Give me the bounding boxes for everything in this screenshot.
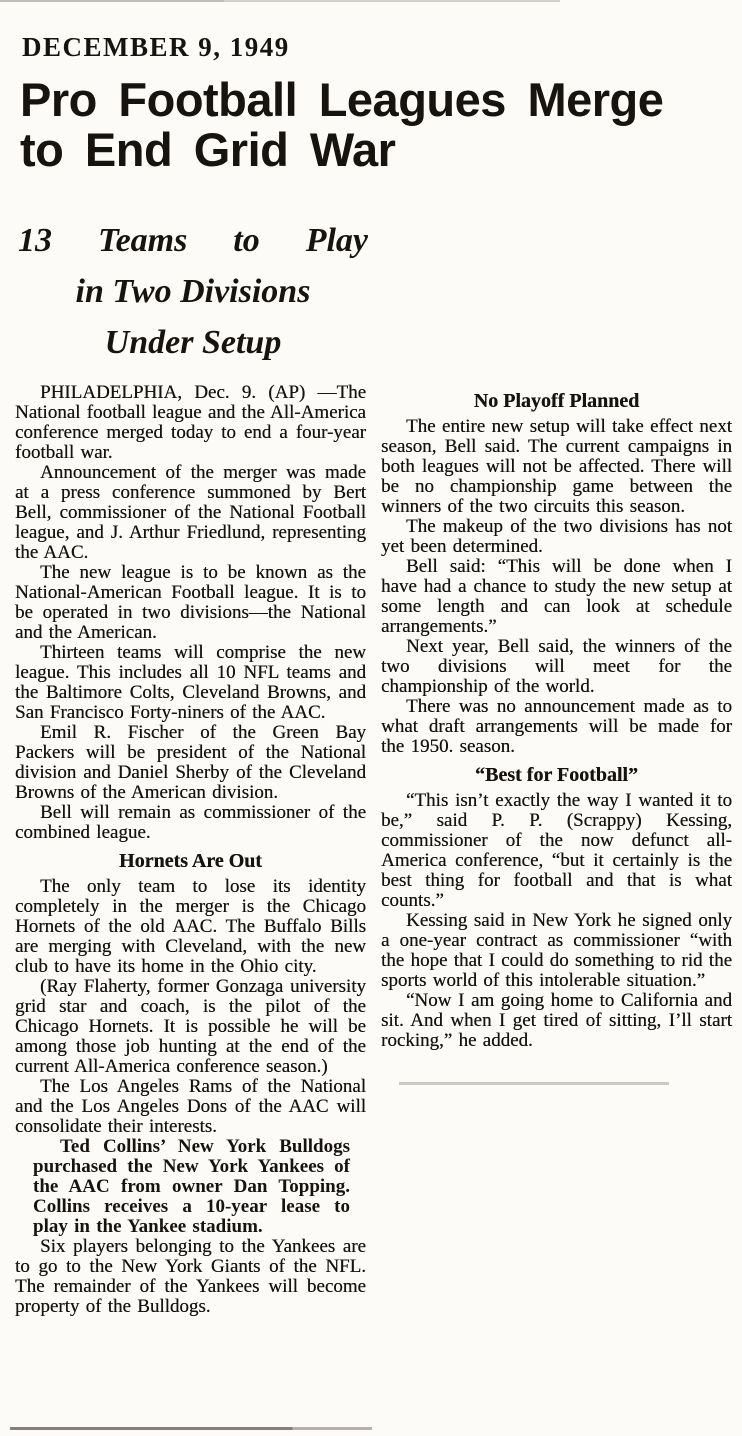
section-subhead: “Best for Football” <box>475 763 638 786</box>
section-subhead: No Playoff Planned <box>473 389 640 412</box>
masthead-date: DECEMBER 9, 1949 <box>22 32 290 62</box>
article-paragraph: Six players belonging to the Yankees are to go to the New York Giants of the NFL. The remainder of the Yankees will become property of the Bulldogs. <box>15 1235 366 1317</box>
subheadline-line-1: 13 Teams to Play <box>18 221 368 259</box>
article-body <box>15 383 730 1317</box>
article-paragraph: There was no announcement made as to what draft arrangements will be made for the 1950. season. <box>381 695 732 757</box>
article-column-right <box>381 383 732 1317</box>
article-paragraph: Ted Collins’ New York Bulldogs purchased the New York Yankees of the AAC from owner Dan Topping. Collins receives a 10-year lease to play in the Yankee stadium. <box>33 1135 350 1237</box>
article-paragraph: Thirteen teams will comprise the new league. This includes all 10 NFL teams and the Baltimore Colts, Cleveland Browns, and San Francisco Forty-niners of the AAC. <box>15 641 366 723</box>
article-paragraph: The Los Angeles Rams of the National and the Los Angeles Dons of the AAC will consolidate their interests. <box>15 1075 366 1137</box>
article-paragraph: “This isn’t exactly the way I wanted it to be,” said P. P. (Scrappy) Kessing, commissioner of the now defunct all-America conference, “but it certainly is the best thing for football and that is what counts.” <box>381 789 732 911</box>
subheadline-line-3: Under Setup <box>104 323 282 361</box>
article-paragraph: Announcement of the merger was made at a press conference summoned by Bert Bell, commissioner of the National Football league, and J. Arthur Friedlund, representing the AAC. <box>15 461 366 563</box>
article-paragraph: Bell said: “This will be done when I have had a chance to study the new setup at some length and can look at schedule arrangements.” <box>381 555 732 637</box>
article-paragraph: The new league is to be known as the National-American Football league. It is to be operated in two divisions—the National and the American. <box>15 561 366 643</box>
main-headline <box>20 75 728 175</box>
article-paragraph: PHILADELPHIA, Dec. 9. (AP) —The National football league and the All-America conference merged today to end a four-year football war. <box>15 381 366 463</box>
section-subhead: Hornets Are Out <box>119 849 262 872</box>
article-paragraph: The only team to lose its identity completely in the merger is the Chicago Hornets of the old AAC. The Buffalo Bills are merging with Cleveland, with the new club to have its home in the Ohio city. <box>15 875 366 977</box>
article-paragraph: (Ray Flaherty, former Gonzaga university grid star and coach, is the pilot of the Chicago Hornets. It is possible he will be among those job hunting at the end of the current All-America conference season.) <box>15 975 366 1077</box>
top-scan-rule <box>0 0 560 2</box>
headline-line-2: to End Grid War <box>20 122 396 176</box>
article-paragraph: The makeup of the two divisions has not yet been determined. <box>381 515 732 557</box>
subheadline-line-2: in Two Divisions <box>75 272 311 310</box>
headline-line-1: Pro Football Leagues Merge <box>20 73 664 126</box>
article-paragraph: The entire new setup will take effect next season, Bell said. The current campaigns in both leagues will not be affected. There will be no championship game between the winners of the two circuits this season. <box>381 415 732 517</box>
article-paragraph: “Now I am going home to California and sit. And when I get tired of sitting, I’ll start rocking,” he added. <box>381 989 732 1051</box>
article-paragraph: Emil R. Fischer of the Green Bay Packers will be president of the National division and Daniel Sherby of the Cleveland Browns of the American division. <box>15 721 366 803</box>
bottom-scan-rule <box>10 1427 372 1430</box>
article-column-left <box>15 383 366 1317</box>
article-paragraph: Kessing said in New York he signed only a one-year contract as commissioner “with the hope that I could do something to rid the sports world of this intolerable situation.” <box>381 909 732 991</box>
article-paragraph: Bell will remain as commissioner of the combined league. <box>15 801 366 843</box>
article-paragraph: Next year, Bell said, the winners of the two divisions will meet for the championship of the world. <box>381 635 732 697</box>
sub-headline <box>18 215 368 368</box>
